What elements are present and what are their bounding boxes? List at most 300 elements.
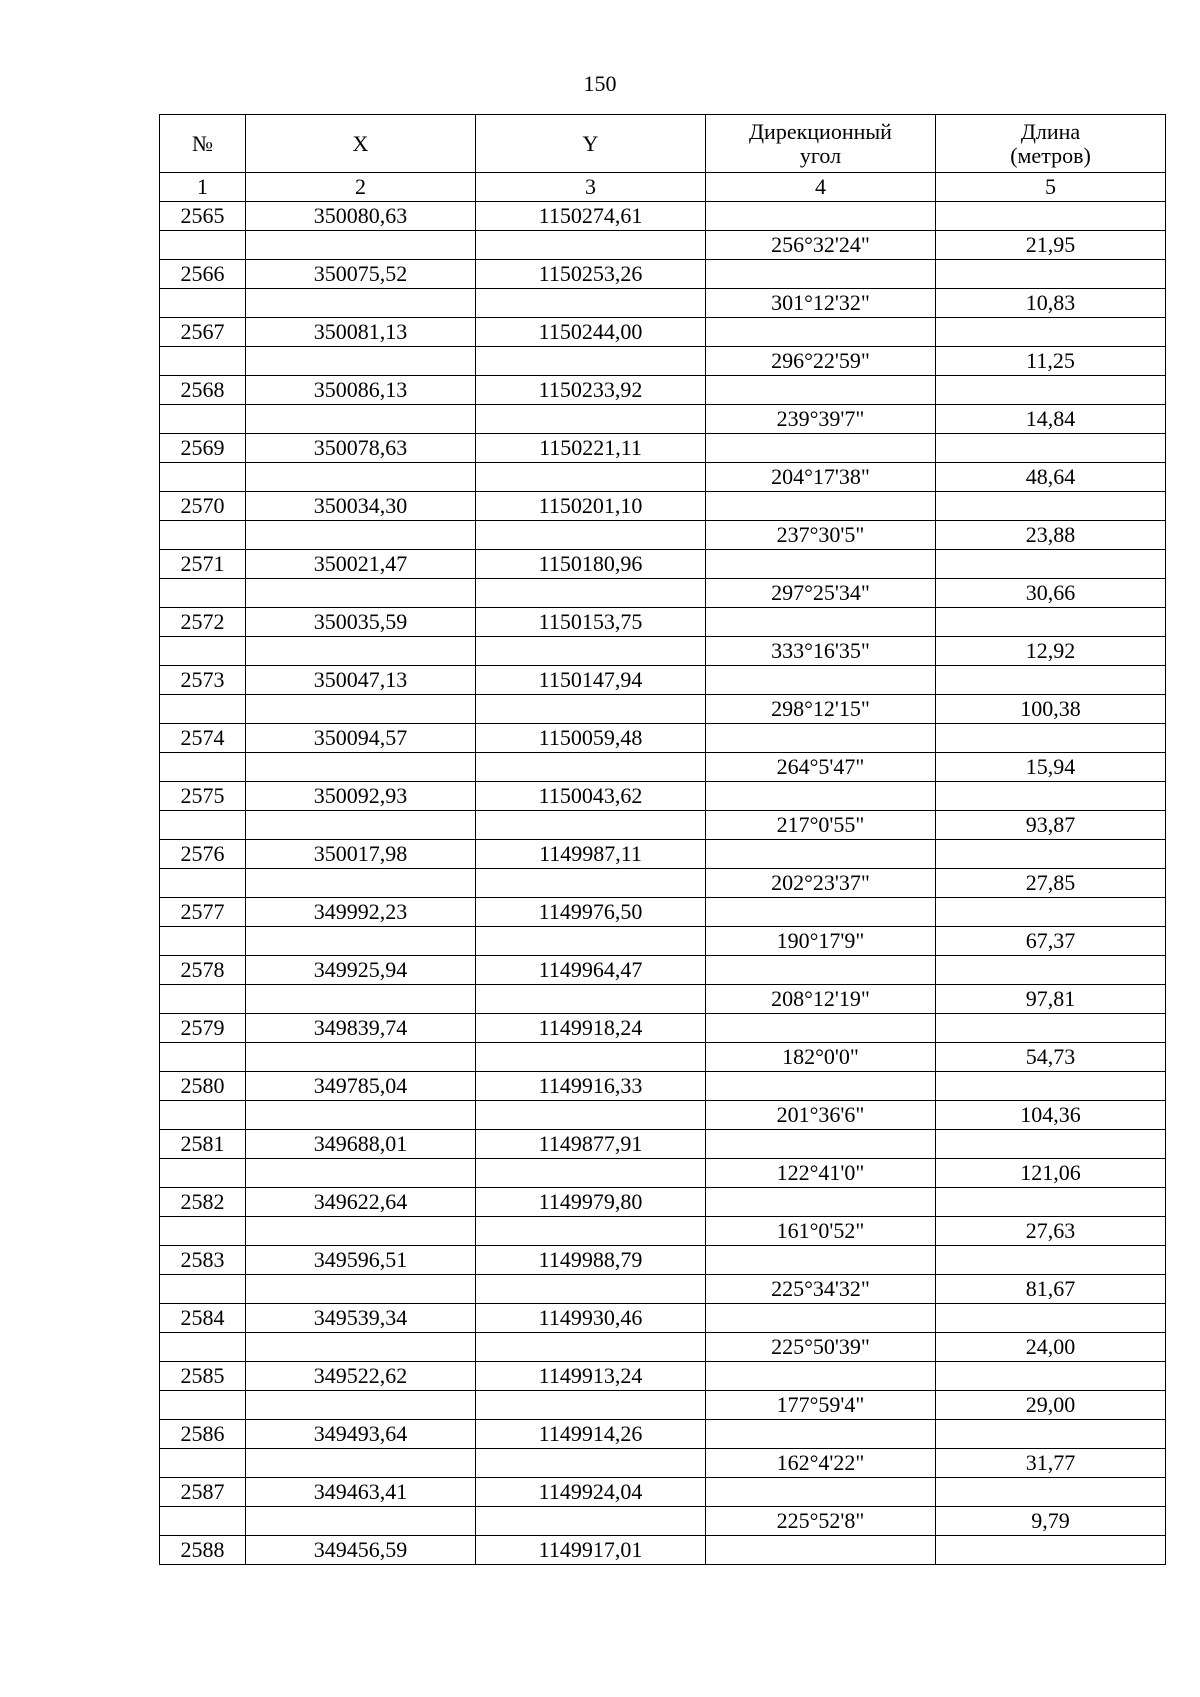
point-number: 2585 xyxy=(160,1362,246,1391)
empty-cell xyxy=(706,1536,936,1565)
point-x: 349839,74 xyxy=(246,1014,476,1043)
empty-cell xyxy=(706,1420,936,1449)
empty-cell xyxy=(160,695,246,724)
segment-row xyxy=(160,1217,1166,1246)
empty-cell xyxy=(706,608,936,637)
empty-cell xyxy=(706,492,936,521)
segment-angle: 296°22'59" xyxy=(706,347,936,376)
point-number: 2571 xyxy=(160,550,246,579)
point-number: 2570 xyxy=(160,492,246,521)
empty-cell xyxy=(706,1188,936,1217)
segment-length: 54,73 xyxy=(936,1043,1166,1072)
empty-cell xyxy=(476,811,706,840)
point-y: 1150153,75 xyxy=(476,608,706,637)
point-y: 1149877,91 xyxy=(476,1130,706,1159)
table-row xyxy=(160,318,1166,347)
empty-cell xyxy=(936,1536,1166,1565)
empty-cell xyxy=(936,782,1166,811)
segment-length: 48,64 xyxy=(936,463,1166,492)
empty-cell xyxy=(706,782,936,811)
point-number: 2568 xyxy=(160,376,246,405)
empty-cell xyxy=(476,521,706,550)
empty-cell xyxy=(246,289,476,318)
segment-angle: 225°50'39" xyxy=(706,1333,936,1362)
segment-length: 21,95 xyxy=(936,231,1166,260)
segment-row xyxy=(160,1159,1166,1188)
point-x: 350075,52 xyxy=(246,260,476,289)
empty-cell xyxy=(246,985,476,1014)
point-x: 349622,64 xyxy=(246,1188,476,1217)
segment-row xyxy=(160,1449,1166,1478)
point-number: 2576 xyxy=(160,840,246,869)
empty-cell xyxy=(936,1188,1166,1217)
segment-row xyxy=(160,985,1166,1014)
empty-cell xyxy=(476,579,706,608)
point-number: 2565 xyxy=(160,202,246,231)
point-number: 2581 xyxy=(160,1130,246,1159)
segment-row xyxy=(160,579,1166,608)
point-x: 350017,98 xyxy=(246,840,476,869)
segment-length: 30,66 xyxy=(936,579,1166,608)
segment-length: 9,79 xyxy=(936,1507,1166,1536)
point-y: 1150244,00 xyxy=(476,318,706,347)
empty-cell xyxy=(936,1478,1166,1507)
empty-cell xyxy=(160,521,246,550)
empty-cell xyxy=(706,1072,936,1101)
table-row xyxy=(160,1130,1166,1159)
segment-angle: 239°39'7" xyxy=(706,405,936,434)
empty-cell xyxy=(936,840,1166,869)
table-row xyxy=(160,1014,1166,1043)
empty-cell xyxy=(936,956,1166,985)
point-number: 2588 xyxy=(160,1536,246,1565)
point-x: 350078,63 xyxy=(246,434,476,463)
empty-cell xyxy=(706,666,936,695)
column-number: 3 xyxy=(476,173,706,202)
empty-cell xyxy=(706,1014,936,1043)
segment-angle: 161°0'52" xyxy=(706,1217,936,1246)
table-row xyxy=(160,898,1166,927)
point-number: 2574 xyxy=(160,724,246,753)
empty-cell xyxy=(706,956,936,985)
table-row xyxy=(160,1478,1166,1507)
point-y: 1149916,33 xyxy=(476,1072,706,1101)
empty-cell xyxy=(476,463,706,492)
point-x: 350092,93 xyxy=(246,782,476,811)
table-header-row xyxy=(160,115,1166,173)
segment-length: 93,87 xyxy=(936,811,1166,840)
header-x: X xyxy=(246,115,476,173)
empty-cell xyxy=(936,724,1166,753)
point-number: 2584 xyxy=(160,1304,246,1333)
point-y: 1149964,47 xyxy=(476,956,706,985)
header-y: Y xyxy=(476,115,706,173)
table-row xyxy=(160,956,1166,985)
empty-cell xyxy=(476,985,706,1014)
empty-cell xyxy=(476,695,706,724)
point-x: 350081,13 xyxy=(246,318,476,347)
empty-cell xyxy=(246,927,476,956)
header-length-line-1: Длина xyxy=(1020,118,1081,144)
point-number: 2586 xyxy=(160,1420,246,1449)
segment-length: 10,83 xyxy=(936,289,1166,318)
segment-angle: 256°32'24" xyxy=(706,231,936,260)
segment-length: 15,94 xyxy=(936,753,1166,782)
table-row xyxy=(160,782,1166,811)
empty-cell xyxy=(706,376,936,405)
empty-cell xyxy=(160,579,246,608)
segment-row xyxy=(160,695,1166,724)
segment-angle: 177°59'4" xyxy=(706,1391,936,1420)
point-number: 2580 xyxy=(160,1072,246,1101)
point-y: 1149930,46 xyxy=(476,1304,706,1333)
empty-cell xyxy=(246,753,476,782)
header-length-line-2: (метров) xyxy=(1010,142,1091,168)
segment-length: 104,36 xyxy=(936,1101,1166,1130)
point-x: 350047,13 xyxy=(246,666,476,695)
segment-angle: 237°30'5" xyxy=(706,521,936,550)
segment-angle: 225°52'8" xyxy=(706,1507,936,1536)
empty-cell xyxy=(160,289,246,318)
point-y: 1150253,26 xyxy=(476,260,706,289)
empty-cell xyxy=(706,202,936,231)
segment-angle: 217°0'55" xyxy=(706,811,936,840)
empty-cell xyxy=(246,1043,476,1072)
empty-cell xyxy=(476,1275,706,1304)
empty-cell xyxy=(246,347,476,376)
table-row xyxy=(160,434,1166,463)
empty-cell xyxy=(936,1420,1166,1449)
point-y: 1150221,11 xyxy=(476,434,706,463)
empty-cell xyxy=(246,869,476,898)
empty-cell xyxy=(476,405,706,434)
empty-cell xyxy=(706,1362,936,1391)
empty-cell xyxy=(160,347,246,376)
table-row xyxy=(160,1536,1166,1565)
segment-length: 67,37 xyxy=(936,927,1166,956)
empty-cell xyxy=(160,1391,246,1420)
segment-row xyxy=(160,347,1166,376)
point-y: 1150043,62 xyxy=(476,782,706,811)
point-x: 350034,30 xyxy=(246,492,476,521)
point-x: 350094,57 xyxy=(246,724,476,753)
empty-cell xyxy=(160,1507,246,1536)
empty-cell xyxy=(160,1275,246,1304)
point-number: 2566 xyxy=(160,260,246,289)
segment-length: 121,06 xyxy=(936,1159,1166,1188)
segment-length: 100,38 xyxy=(936,695,1166,724)
empty-cell xyxy=(476,1159,706,1188)
point-number: 2579 xyxy=(160,1014,246,1043)
empty-cell xyxy=(246,1275,476,1304)
empty-cell xyxy=(476,231,706,260)
empty-cell xyxy=(936,318,1166,347)
empty-cell xyxy=(706,550,936,579)
header-angle-line-1: Дирекционный xyxy=(749,118,892,144)
empty-cell xyxy=(936,550,1166,579)
segment-row xyxy=(160,811,1166,840)
empty-cell xyxy=(160,637,246,666)
empty-cell xyxy=(936,376,1166,405)
point-x: 349463,41 xyxy=(246,1478,476,1507)
point-y: 1149988,79 xyxy=(476,1246,706,1275)
point-x: 349992,23 xyxy=(246,898,476,927)
point-y: 1150233,92 xyxy=(476,376,706,405)
table-body xyxy=(160,202,1166,1565)
empty-cell xyxy=(246,1333,476,1362)
column-number: 4 xyxy=(706,173,936,202)
empty-cell xyxy=(160,869,246,898)
empty-cell xyxy=(476,1507,706,1536)
point-y: 1149979,80 xyxy=(476,1188,706,1217)
segment-row xyxy=(160,1275,1166,1304)
column-number: 2 xyxy=(246,173,476,202)
empty-cell xyxy=(246,463,476,492)
point-x: 350035,59 xyxy=(246,608,476,637)
segment-row xyxy=(160,1043,1166,1072)
page-number: 150 xyxy=(583,71,617,96)
empty-cell xyxy=(706,318,936,347)
empty-cell xyxy=(246,231,476,260)
point-x: 349596,51 xyxy=(246,1246,476,1275)
column-number: 1 xyxy=(160,173,246,202)
header-number: № xyxy=(160,115,246,173)
point-x: 349785,04 xyxy=(246,1072,476,1101)
point-y: 1149918,24 xyxy=(476,1014,706,1043)
segment-row xyxy=(160,405,1166,434)
point-number: 2567 xyxy=(160,318,246,347)
empty-cell xyxy=(476,1449,706,1478)
segment-row xyxy=(160,753,1166,782)
table-row xyxy=(160,376,1166,405)
empty-cell xyxy=(160,811,246,840)
empty-cell xyxy=(246,1391,476,1420)
segment-length: 12,92 xyxy=(936,637,1166,666)
table-row xyxy=(160,492,1166,521)
table-row xyxy=(160,666,1166,695)
segment-length: 27,63 xyxy=(936,1217,1166,1246)
empty-cell xyxy=(706,724,936,753)
segment-row xyxy=(160,231,1166,260)
segment-row xyxy=(160,1507,1166,1536)
segment-angle: 298°12'15" xyxy=(706,695,936,724)
segment-angle: 122°41'0" xyxy=(706,1159,936,1188)
segment-length: 29,00 xyxy=(936,1391,1166,1420)
segment-row xyxy=(160,463,1166,492)
segment-angle: 225°34'32" xyxy=(706,1275,936,1304)
empty-cell xyxy=(706,1304,936,1333)
empty-cell xyxy=(160,1449,246,1478)
point-x: 349539,34 xyxy=(246,1304,476,1333)
segment-angle: 333°16'35" xyxy=(706,637,936,666)
point-y: 1150180,96 xyxy=(476,550,706,579)
empty-cell xyxy=(936,260,1166,289)
segment-angle: 297°25'34" xyxy=(706,579,936,608)
empty-cell xyxy=(160,1217,246,1246)
segment-row xyxy=(160,1333,1166,1362)
segment-row xyxy=(160,869,1166,898)
empty-cell xyxy=(476,289,706,318)
empty-cell xyxy=(476,1043,706,1072)
point-x: 350086,13 xyxy=(246,376,476,405)
empty-cell xyxy=(706,434,936,463)
point-number: 2575 xyxy=(160,782,246,811)
point-number: 2582 xyxy=(160,1188,246,1217)
column-number: 5 xyxy=(936,173,1166,202)
segment-row xyxy=(160,289,1166,318)
empty-cell xyxy=(246,1101,476,1130)
segment-angle: 202°23'37" xyxy=(706,869,936,898)
empty-cell xyxy=(160,463,246,492)
table-row xyxy=(160,840,1166,869)
empty-cell xyxy=(246,1159,476,1188)
empty-cell xyxy=(160,753,246,782)
header-angle-line-2: угол xyxy=(799,142,842,168)
segment-length: 11,25 xyxy=(936,347,1166,376)
point-x: 350021,47 xyxy=(246,550,476,579)
point-y: 1149913,24 xyxy=(476,1362,706,1391)
segment-length: 81,67 xyxy=(936,1275,1166,1304)
empty-cell xyxy=(706,898,936,927)
empty-cell xyxy=(936,898,1166,927)
segment-length: 31,77 xyxy=(936,1449,1166,1478)
segment-angle: 190°17'9" xyxy=(706,927,936,956)
empty-cell xyxy=(936,492,1166,521)
point-x: 349493,64 xyxy=(246,1420,476,1449)
empty-cell xyxy=(246,521,476,550)
header-length xyxy=(936,115,1166,173)
table-row xyxy=(160,550,1166,579)
empty-cell xyxy=(476,347,706,376)
empty-cell xyxy=(160,405,246,434)
table-row xyxy=(160,724,1166,753)
point-y: 1150274,61 xyxy=(476,202,706,231)
table-row xyxy=(160,1188,1166,1217)
point-number: 2577 xyxy=(160,898,246,927)
empty-cell xyxy=(476,927,706,956)
empty-cell xyxy=(936,1362,1166,1391)
point-y: 1149976,50 xyxy=(476,898,706,927)
segment-row xyxy=(160,1391,1166,1420)
empty-cell xyxy=(936,1304,1166,1333)
empty-cell xyxy=(476,637,706,666)
segment-row xyxy=(160,1101,1166,1130)
empty-cell xyxy=(246,405,476,434)
table-row xyxy=(160,1072,1166,1101)
segment-length: 97,81 xyxy=(936,985,1166,1014)
empty-cell xyxy=(160,231,246,260)
empty-cell xyxy=(936,1246,1166,1275)
segment-row xyxy=(160,521,1166,550)
point-x: 349456,59 xyxy=(246,1536,476,1565)
point-x: 349522,62 xyxy=(246,1362,476,1391)
table-row xyxy=(160,1420,1166,1449)
empty-cell xyxy=(476,869,706,898)
segment-row xyxy=(160,927,1166,956)
empty-cell xyxy=(246,579,476,608)
empty-cell xyxy=(476,1391,706,1420)
header-direction-angle xyxy=(706,115,936,173)
empty-cell xyxy=(476,1333,706,1362)
segment-length: 27,85 xyxy=(936,869,1166,898)
empty-cell xyxy=(160,1043,246,1072)
segment-length: 14,84 xyxy=(936,405,1166,434)
point-number: 2573 xyxy=(160,666,246,695)
segment-angle: 204°17'38" xyxy=(706,463,936,492)
empty-cell xyxy=(936,1130,1166,1159)
point-number: 2583 xyxy=(160,1246,246,1275)
empty-cell xyxy=(706,1246,936,1275)
segment-angle: 208°12'19" xyxy=(706,985,936,1014)
segment-length: 24,00 xyxy=(936,1333,1166,1362)
point-y: 1150147,94 xyxy=(476,666,706,695)
point-y: 1149924,04 xyxy=(476,1478,706,1507)
empty-cell xyxy=(476,753,706,782)
empty-cell xyxy=(246,1507,476,1536)
point-x: 349688,01 xyxy=(246,1130,476,1159)
empty-cell xyxy=(706,260,936,289)
segment-row xyxy=(160,637,1166,666)
empty-cell xyxy=(246,637,476,666)
point-y: 1149917,01 xyxy=(476,1536,706,1565)
point-number: 2569 xyxy=(160,434,246,463)
point-number: 2587 xyxy=(160,1478,246,1507)
point-y: 1149987,11 xyxy=(476,840,706,869)
empty-cell xyxy=(936,1014,1166,1043)
empty-cell xyxy=(476,1217,706,1246)
point-number: 2578 xyxy=(160,956,246,985)
segment-angle: 201°36'6" xyxy=(706,1101,936,1130)
empty-cell xyxy=(246,1217,476,1246)
empty-cell xyxy=(246,811,476,840)
empty-cell xyxy=(246,695,476,724)
empty-cell xyxy=(706,1478,936,1507)
empty-cell xyxy=(160,1333,246,1362)
table-row xyxy=(160,1304,1166,1333)
column-numbers-row xyxy=(160,173,1166,202)
segment-angle: 182°0'0" xyxy=(706,1043,936,1072)
empty-cell xyxy=(476,1101,706,1130)
point-number: 2572 xyxy=(160,608,246,637)
segment-angle: 301°12'32" xyxy=(706,289,936,318)
segment-angle: 264°5'47" xyxy=(706,753,936,782)
point-y: 1150201,10 xyxy=(476,492,706,521)
empty-cell xyxy=(160,1159,246,1188)
table-row xyxy=(160,202,1166,231)
empty-cell xyxy=(936,434,1166,463)
empty-cell xyxy=(160,1101,246,1130)
empty-cell xyxy=(246,1449,476,1478)
empty-cell xyxy=(706,1130,936,1159)
empty-cell xyxy=(936,608,1166,637)
segment-angle: 162°4'22" xyxy=(706,1449,936,1478)
table-row xyxy=(160,1246,1166,1275)
table-row xyxy=(160,260,1166,289)
segment-length: 23,88 xyxy=(936,521,1166,550)
point-x: 350080,63 xyxy=(246,202,476,231)
coordinates-table xyxy=(159,114,1166,1565)
empty-cell xyxy=(936,666,1166,695)
point-y: 1149914,26 xyxy=(476,1420,706,1449)
point-y: 1150059,48 xyxy=(476,724,706,753)
empty-cell xyxy=(160,927,246,956)
table-row xyxy=(160,1362,1166,1391)
empty-cell xyxy=(936,1072,1166,1101)
point-x: 349925,94 xyxy=(246,956,476,985)
empty-cell xyxy=(706,840,936,869)
empty-cell xyxy=(160,985,246,1014)
empty-cell xyxy=(936,202,1166,231)
